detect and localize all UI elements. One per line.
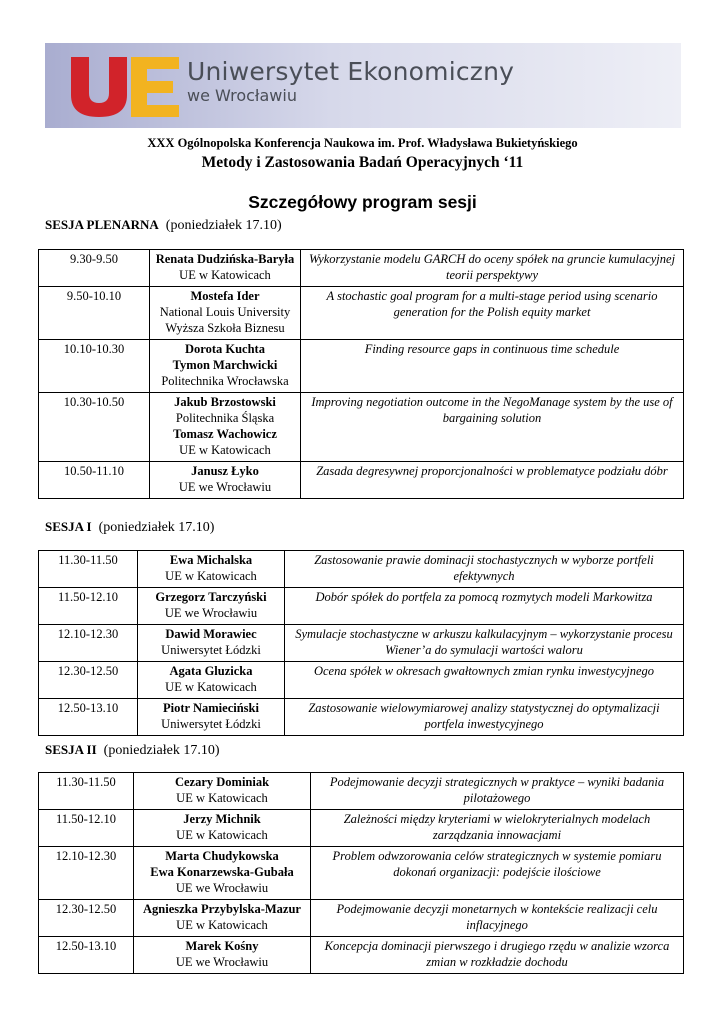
speaker-name: Marek Kośny (185, 939, 259, 953)
speaker-affiliation: Uniwersytet Łódzki (161, 643, 261, 657)
talk-title: Zależności między kryteriami w wielokryterialnych modelach zarządzania innowacjami (311, 810, 684, 847)
speaker-cell (134, 847, 311, 900)
talk-title: Dobór spółek do portfela za pomocą rozmytych modeli Markowitza (285, 588, 684, 625)
speaker-cell (138, 662, 285, 699)
conference-subtitle: Metody i Zastosowania Badań Operacyjnych ‘11 (201, 154, 524, 171)
speaker-affiliation: National Louis University Wyższa Szkoła Biznesu (159, 305, 291, 335)
speaker-cell (150, 393, 301, 462)
talk-title: Podejmowanie decyzji monetarnych w kontekście realizacji celu inflacyjnego (311, 900, 684, 937)
session-table-1 (38, 550, 684, 736)
conference-title: XXX Ogólnopolska Konferencja Naukowa im. Prof. Władysława Bukietyńskiego (147, 136, 578, 150)
speaker-cell (150, 287, 301, 340)
session-time: 12.50-13.10 (39, 699, 138, 736)
page-title: Szczegółowy program sesji (248, 192, 477, 212)
session-time: 12.30-12.50 (39, 900, 134, 937)
table-row (39, 662, 684, 699)
speaker-cell (134, 773, 311, 810)
speaker-cell (134, 900, 311, 937)
speaker-affiliation: Politechnika Śląska (175, 411, 275, 425)
speaker-affiliation: UE we Wrocławiu (175, 955, 269, 969)
speaker-name: Jerzy Michnik (183, 812, 261, 826)
talk-title: Podejmowanie decyzji strategicznych w praktyce – wyniki badania pilotażowego (311, 773, 684, 810)
speaker-affiliation: UE we Wrocławiu (175, 881, 269, 895)
speaker-cell (134, 810, 311, 847)
speaker-cell (134, 937, 311, 974)
table-row (39, 393, 684, 462)
university-city: we Wrocławiu (187, 86, 297, 105)
session-time: 12.50-13.10 (39, 937, 134, 974)
speaker-name: Dorota Kuchta (185, 342, 265, 356)
session-table-2 (38, 772, 684, 974)
speaker-name: Renata Dudzińska-Baryła (155, 252, 295, 266)
talk-title: Koncepcja dominacji pierwszego i drugiego rzędu w analizie wzorca zmian w rozkładzie dochodu (311, 937, 684, 974)
speaker-affiliation: UE w Katowicach (176, 828, 268, 842)
speaker-affiliation: UE w Katowicach (165, 569, 257, 583)
table-row (39, 937, 684, 974)
table-row (39, 773, 684, 810)
speaker-affiliation: UE we Wrocławiu (178, 480, 272, 494)
speaker-cell (138, 588, 285, 625)
talk-title: Improving negotiation outcome in the NegoManage system by the use of bargaining solution (301, 393, 684, 462)
table-row (39, 810, 684, 847)
speaker-cell (138, 699, 285, 736)
speaker-affiliation: Politechnika Wrocławska (161, 374, 289, 388)
speaker-affiliation: Uniwersytet Łódzki (161, 717, 261, 731)
header-banner (45, 43, 681, 128)
table-row (39, 462, 684, 499)
speaker-affiliation: UE w Katowicach (165, 680, 257, 694)
speaker-name: Ewa Konarzewska-Gubała (150, 865, 294, 879)
speaker-name: Tomasz Wachowicz (173, 427, 277, 441)
session-time: 9.30-9.50 (39, 250, 150, 287)
speaker-affiliation: UE we Wrocławiu (164, 606, 258, 620)
speaker-name: Ewa Michalska (169, 553, 253, 567)
table-row (39, 588, 684, 625)
speaker-name: Jakub Brzostowski (174, 395, 276, 409)
session-date: (poniedziałek 17.10) (98, 520, 215, 535)
speaker-name: Grzegorz Tarczyński (155, 590, 267, 604)
session-table-plenary (38, 249, 684, 499)
session-time: 11.30-11.50 (39, 773, 134, 810)
session-time: 10.50-11.10 (39, 462, 150, 499)
speaker-name: Agata Gluzicka (169, 664, 253, 678)
table-row (39, 699, 684, 736)
speaker-name: Marta Chudykowska (165, 849, 279, 863)
speaker-affiliation: UE w Katowicach (176, 791, 268, 805)
talk-title: A stochastic goal program for a multi-stage period using scenario generation for the Polish equity market (301, 287, 684, 340)
table-row (39, 250, 684, 287)
session-date: (poniedziałek 17.10) (103, 743, 220, 758)
session-heading-1 (45, 519, 214, 536)
speaker-affiliation: UE w Katowicach (176, 918, 268, 932)
speaker-name: Agnieszka Przybylska-Mazur (143, 902, 301, 916)
talk-title: Wykorzystanie modelu GARCH do oceny spółek na gruncie kumulacyjnej teorii perspektywy (301, 250, 684, 287)
speaker-cell (150, 250, 301, 287)
talk-title: Ocena spółek w okresach gwałtownych zmian rynku inwestycyjnego (285, 662, 684, 699)
speaker-name: Mostefa Ider (190, 289, 260, 303)
table-row (39, 900, 684, 937)
speaker-affiliation: UE w Katowicach (179, 268, 271, 282)
speaker-name: Piotr Namieciński (163, 701, 259, 715)
session-time: 11.30-11.50 (39, 551, 138, 588)
session-time: 10.10-10.30 (39, 340, 150, 393)
session-time: 10.30-10.50 (39, 393, 150, 462)
session-time: 11.50-12.10 (39, 588, 138, 625)
session-name: SESJA PLENARNA (45, 217, 159, 232)
session-time: 12.10-12.30 (39, 625, 138, 662)
session-date: (poniedziałek 17.10) (165, 218, 282, 233)
speaker-name: Janusz Łyko (191, 464, 259, 478)
speaker-cell (138, 551, 285, 588)
table-row (39, 340, 684, 393)
session-time: 9.50-10.10 (39, 287, 150, 340)
speaker-affiliation: UE w Katowicach (179, 443, 271, 457)
session-time: 12.10-12.30 (39, 847, 134, 900)
table-row (39, 625, 684, 662)
talk-title: Zastosowanie wielowymiarowej analizy statystycznej do optymalizacji portfela inwestycyjnego (285, 699, 684, 736)
talk-title: Zastosowanie prawie dominacji stochastycznych w wyborze portfeli efektywnych (285, 551, 684, 588)
talk-title: Finding resource gaps in continuous time schedule (301, 340, 684, 393)
speaker-cell (150, 462, 301, 499)
speaker-name: Cezary Dominiak (174, 775, 270, 789)
speaker-name: Dawid Morawiec (165, 627, 257, 641)
talk-title: Zasada degresywnej proporcjonalności w problematyce podziału dóbr (301, 462, 684, 499)
table-row (39, 287, 684, 340)
session-heading-plenary (45, 217, 282, 234)
university-name: Uniwersytet Ekonomiczny (187, 57, 515, 86)
table-row (39, 847, 684, 900)
speaker-cell (150, 340, 301, 393)
speaker-cell (138, 625, 285, 662)
speaker-name: Tymon Marchwicki (172, 358, 278, 372)
session-name: SESJA I (45, 519, 92, 534)
session-time: 11.50-12.10 (39, 810, 134, 847)
session-heading-2 (45, 742, 220, 759)
talk-title: Symulacje stochastyczne w arkuszu kalkulacyjnym – wykorzystanie procesu Wiener’a do symulacji wartości waloru (285, 625, 684, 662)
session-time: 12.30-12.50 (39, 662, 138, 699)
ue-logo-icon (67, 53, 185, 119)
talk-title: Problem odwzorowania celów strategicznych w systemie pomiaru dokonań organizacji: podejście ilościowe (311, 847, 684, 900)
session-name: SESJA II (45, 742, 97, 757)
table-row (39, 551, 684, 588)
